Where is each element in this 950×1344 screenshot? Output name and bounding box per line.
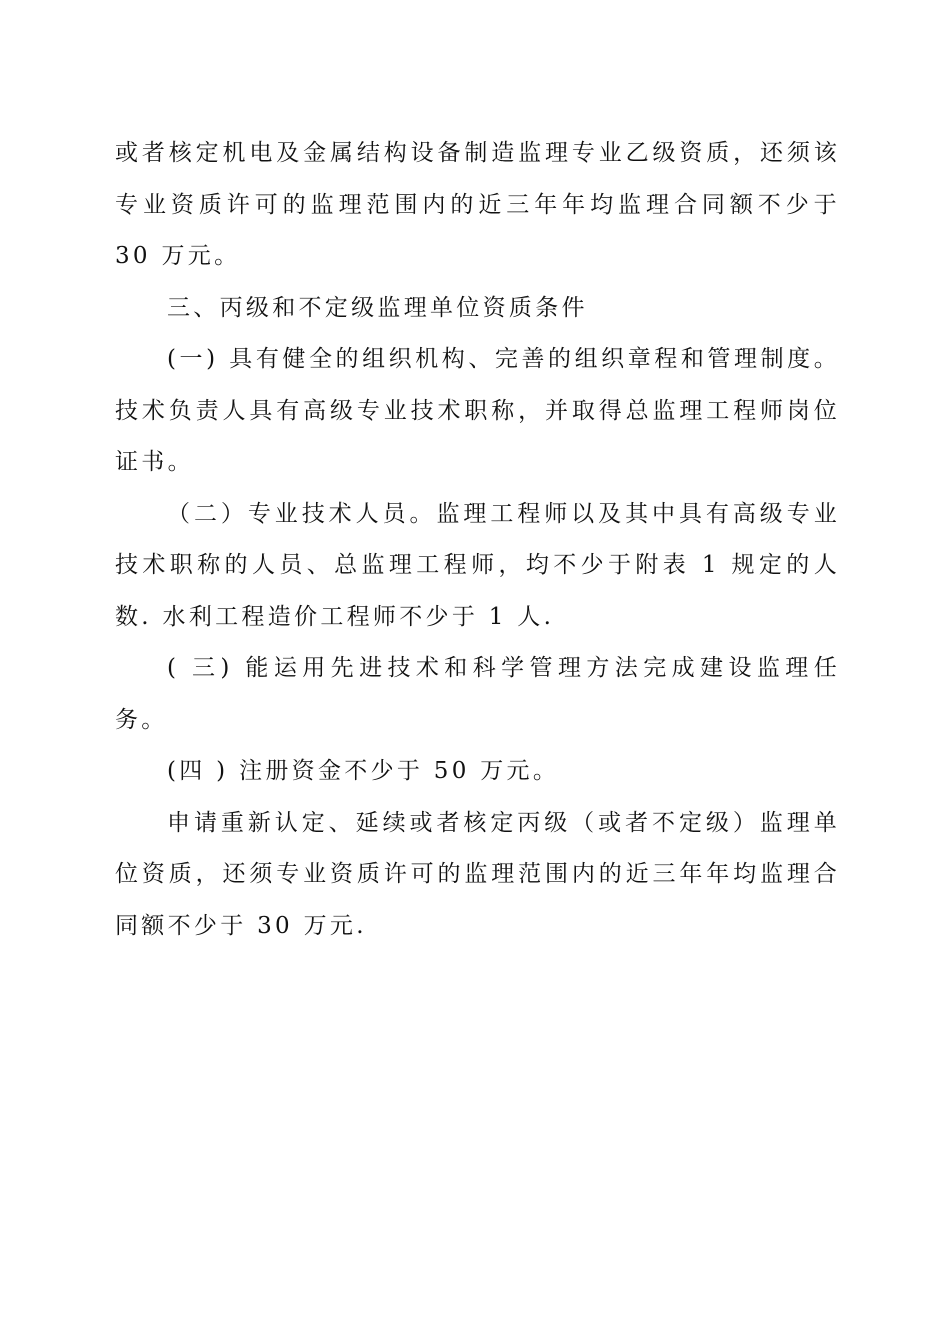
section-heading-class-c: 三、丙级和不定级监理单位资质条件 [167, 294, 588, 321]
document-page [115, 128, 840, 952]
paragraph-renewal-condition: 申请重新认定、延续或者核定丙级（或者不定级）监理单位资质，还须专业资质许可的监理范围内的近三年年均监理合同额不少于 30 万元. [115, 809, 840, 939]
paragraph-item-3: ( 三) 能运用先进技术和科学管理方法完成建设监理任务。 [115, 655, 840, 733]
paragraph-item-1: (一) 具有健全的组织机构、完善的组织章程和管理制度。技术负责人具有高级专业技术职称，并取得总监理工程师岗位证书。 [115, 346, 840, 475]
paragraph-item-4: (四 ) 注册资金不少于 50 万元。 [167, 758, 560, 784]
paragraph-continuation: 或者核定机电及金属结构设备制造监理专业乙级资质，还须该专业资质许可的监理范围内的近三年年均监理合同额不少于 30 万元。 [115, 140, 840, 269]
paragraph-item-2: （二）专业技术人员。监理工程师以及其中具有高级专业技术职称的人员、总监理工程师，均不少于附表 1 规定的人数. 水利工程造价工程师不少于 1 人. [115, 500, 840, 630]
